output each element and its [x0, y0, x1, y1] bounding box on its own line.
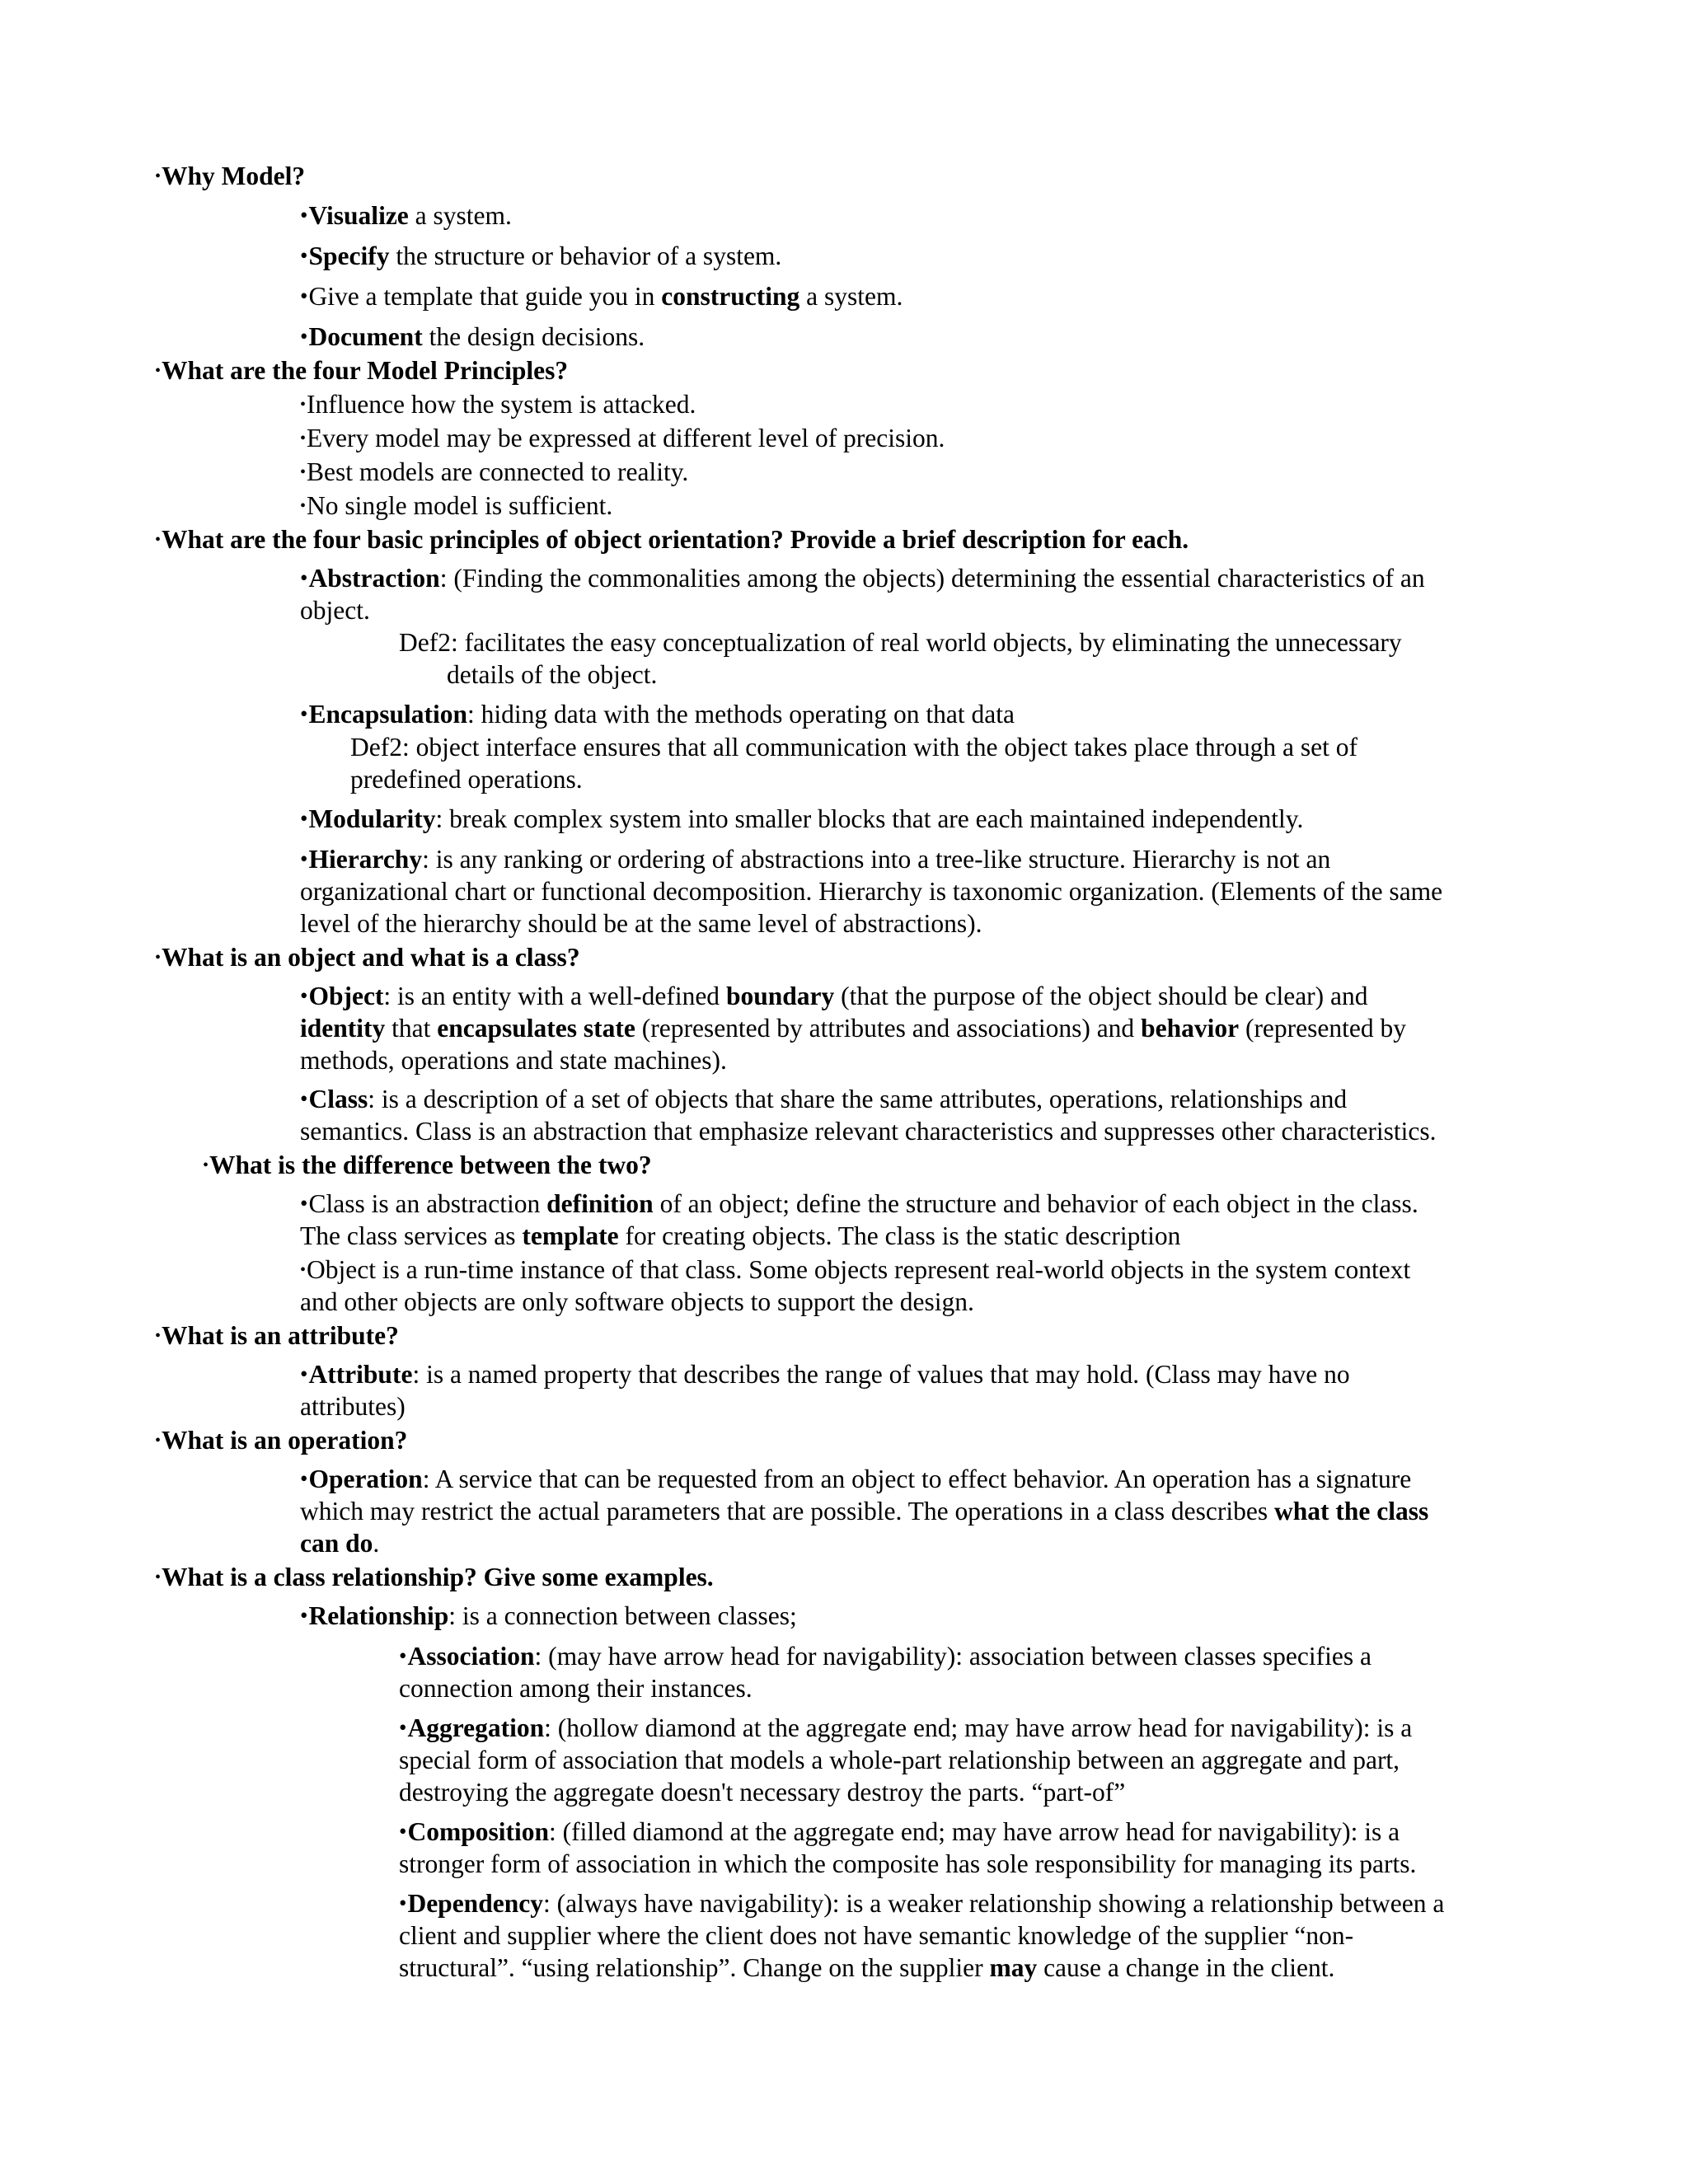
- bullet: •: [399, 1891, 407, 1915]
- bullet: •: [155, 531, 162, 549]
- text-line: level of the hierarchy should be at the same level of abstractions).: [300, 909, 982, 938]
- text-line: client and supplier where the client does not have semantic knowledge of the supplier “non-: [399, 1921, 1354, 1950]
- list-item-modularity: •Modularity: break complex system into smaller blocks that are each maintained independently.: [300, 804, 1304, 833]
- list-item-aggregation: •Aggregation: (hollow diamond at the aggregate end; may have arrow head for navigability): is a: [399, 1713, 1413, 1742]
- question-text: What is a class relationship? Give some examples.: [162, 1563, 714, 1591]
- text-line: connection among their instances.: [399, 1674, 753, 1703]
- question-object-class: [155, 944, 580, 971]
- bullet: •: [399, 1643, 407, 1668]
- bullet: •: [300, 243, 308, 268]
- text-line: attributes): [300, 1392, 406, 1421]
- text-line: and other objects are only software objects to support the design.: [300, 1287, 974, 1316]
- text-line: Def2: facilitates the easy conceptualization of real world objects, by eliminating the unnecessary: [399, 628, 1402, 657]
- question-difference: [203, 1152, 652, 1179]
- question-attribute: [155, 1323, 399, 1349]
- bullet: •: [155, 1327, 162, 1345]
- bullet: •: [300, 1466, 308, 1491]
- text-line: special form of association that models a whole-part relationship between an aggregate and part,: [399, 1746, 1400, 1774]
- list-item-dependency: •Dependency: (always have navigability): is a weaker relationship showing a relationship between a: [399, 1889, 1445, 1918]
- question-text: What is the difference between the two?: [209, 1151, 652, 1179]
- bullet: •: [300, 806, 308, 831]
- list-item-operation: •Operation: A service that can be requested from an object to effect behavior. An operation has a signature: [300, 1465, 1412, 1493]
- bullet: •: [300, 983, 308, 1008]
- bullet: •: [300, 1361, 308, 1386]
- question-text: What are the four basic principles of object orientation? Provide a brief description for each.: [162, 525, 1189, 554]
- text-line: object.: [300, 596, 370, 625]
- question-text: Why Model?: [162, 162, 306, 190]
- list-item: •Class is an abstraction definition of an object; define the structure and behavior of each object in the class.: [300, 1189, 1418, 1218]
- list-item: •Best models are connected to reality.: [300, 457, 689, 486]
- list-item: •Give a template that guide you in constructing a system.: [300, 282, 903, 311]
- text-line: can do.: [300, 1529, 380, 1558]
- list-item: •Influence how the system is attacked.: [300, 390, 696, 419]
- bullet: •: [300, 1191, 308, 1216]
- bullet: •: [300, 846, 308, 871]
- list-item-attribute: •Attribute: is a named property that describes the range of values that may hold. (Class may have no: [300, 1360, 1350, 1389]
- list-item: •Document the design decisions.: [300, 322, 645, 351]
- list-item: •Specify the structure or behavior of a system.: [300, 241, 782, 270]
- text-line: The class services as template for creating objects. The class is the static description: [300, 1221, 1181, 1250]
- bullet: •: [155, 1432, 162, 1450]
- bullet: •: [300, 497, 307, 515]
- text-line: structural”. “using relationship”. Change on the supplier may cause a change in the client.: [399, 1953, 1335, 1982]
- question-text: What is an attribute?: [162, 1321, 399, 1350]
- list-item: •Object is a run-time instance of that class. Some objects represent real-world objects in the system context: [300, 1255, 1411, 1284]
- bullet: •: [300, 324, 308, 349]
- text-line: stronger form of association in which the composite has sole responsibility for managing its parts.: [399, 1849, 1417, 1878]
- bullet: •: [300, 1603, 308, 1628]
- list-item-composition: •Composition: (filled diamond at the aggregate end; may have arrow head for navigability): is a: [399, 1817, 1400, 1846]
- text-line: organizational chart or functional decomposition. Hierarchy is taxonomic organization. (Elements of the same: [300, 877, 1443, 906]
- question-model-principles: [155, 358, 568, 384]
- bullet: •: [155, 949, 162, 967]
- bullet: •: [155, 167, 162, 185]
- list-item-hierarchy: •Hierarchy: is any ranking or ordering of abstractions into a tree-like structure. Hierarchy is not an: [300, 845, 1331, 874]
- bullet: •: [399, 1715, 407, 1740]
- text-line: which may restrict the actual parameters that are possible. The operations in a class describes what the class: [300, 1497, 1429, 1526]
- question-text: What is an operation?: [162, 1426, 408, 1455]
- question-relationship: [155, 1564, 714, 1591]
- text-line: predefined operations.: [350, 765, 583, 794]
- list-item-abstraction: •Abstraction: (Finding the commonalities among the objects) determining the essential characteristics of an: [300, 564, 1425, 593]
- bullet: •: [155, 1568, 162, 1586]
- list-item: •No single model is sufficient.: [300, 491, 613, 520]
- bullet: •: [300, 701, 308, 726]
- text-line: Def2: object interface ensures that all communication with the object takes place through a set of: [350, 733, 1357, 762]
- question-text: What are the four Model Principles?: [162, 356, 569, 385]
- question-operation: [155, 1427, 407, 1454]
- bullet: •: [300, 1261, 307, 1279]
- bullet: •: [300, 284, 308, 308]
- text-line: destroying the aggregate doesn't necessary destroy the parts. “part-of”: [399, 1778, 1126, 1807]
- list-item: •Every model may be expressed at different level of precision.: [300, 424, 945, 452]
- text-line: methods, operations and state machines).: [300, 1046, 727, 1075]
- list-item-relationship: •Relationship: is a connection between classes;: [300, 1601, 797, 1630]
- question-text: What is an object and what is a class?: [162, 943, 580, 972]
- list-item: •Visualize a system.: [300, 201, 512, 230]
- bullet: •: [300, 396, 307, 414]
- list-item-class: •Class: is a description of a set of objects that share the same attributes, operations, relationships and: [300, 1085, 1348, 1113]
- question-why-model: [155, 163, 305, 190]
- bullet: •: [203, 1156, 209, 1174]
- bullet: •: [300, 565, 308, 590]
- text-line: identity that encapsulates state (represented by attributes and associations) and behavior (represented by: [300, 1014, 1406, 1043]
- text-line: semantics. Class is an abstraction that emphasize relevant characteristics and suppresses other characteristics.: [300, 1117, 1437, 1146]
- question-oo-principles: [155, 527, 1189, 553]
- list-item-object: •Object: is an entity with a well-defined boundary (that the purpose of the object should be clear) and: [300, 982, 1368, 1010]
- bullet: •: [300, 1086, 308, 1111]
- bullet: •: [155, 362, 162, 380]
- list-item-encapsulation: •Encapsulation: hiding data with the methods operating on that data: [300, 700, 1015, 729]
- bullet: •: [399, 1819, 407, 1844]
- bullet: •: [300, 203, 308, 227]
- bullet: •: [300, 429, 307, 448]
- text-line: details of the object.: [447, 660, 658, 689]
- list-item-association: •Association: (may have arrow head for navigability): association between classes specifies a: [399, 1642, 1372, 1671]
- bullet: •: [300, 463, 307, 481]
